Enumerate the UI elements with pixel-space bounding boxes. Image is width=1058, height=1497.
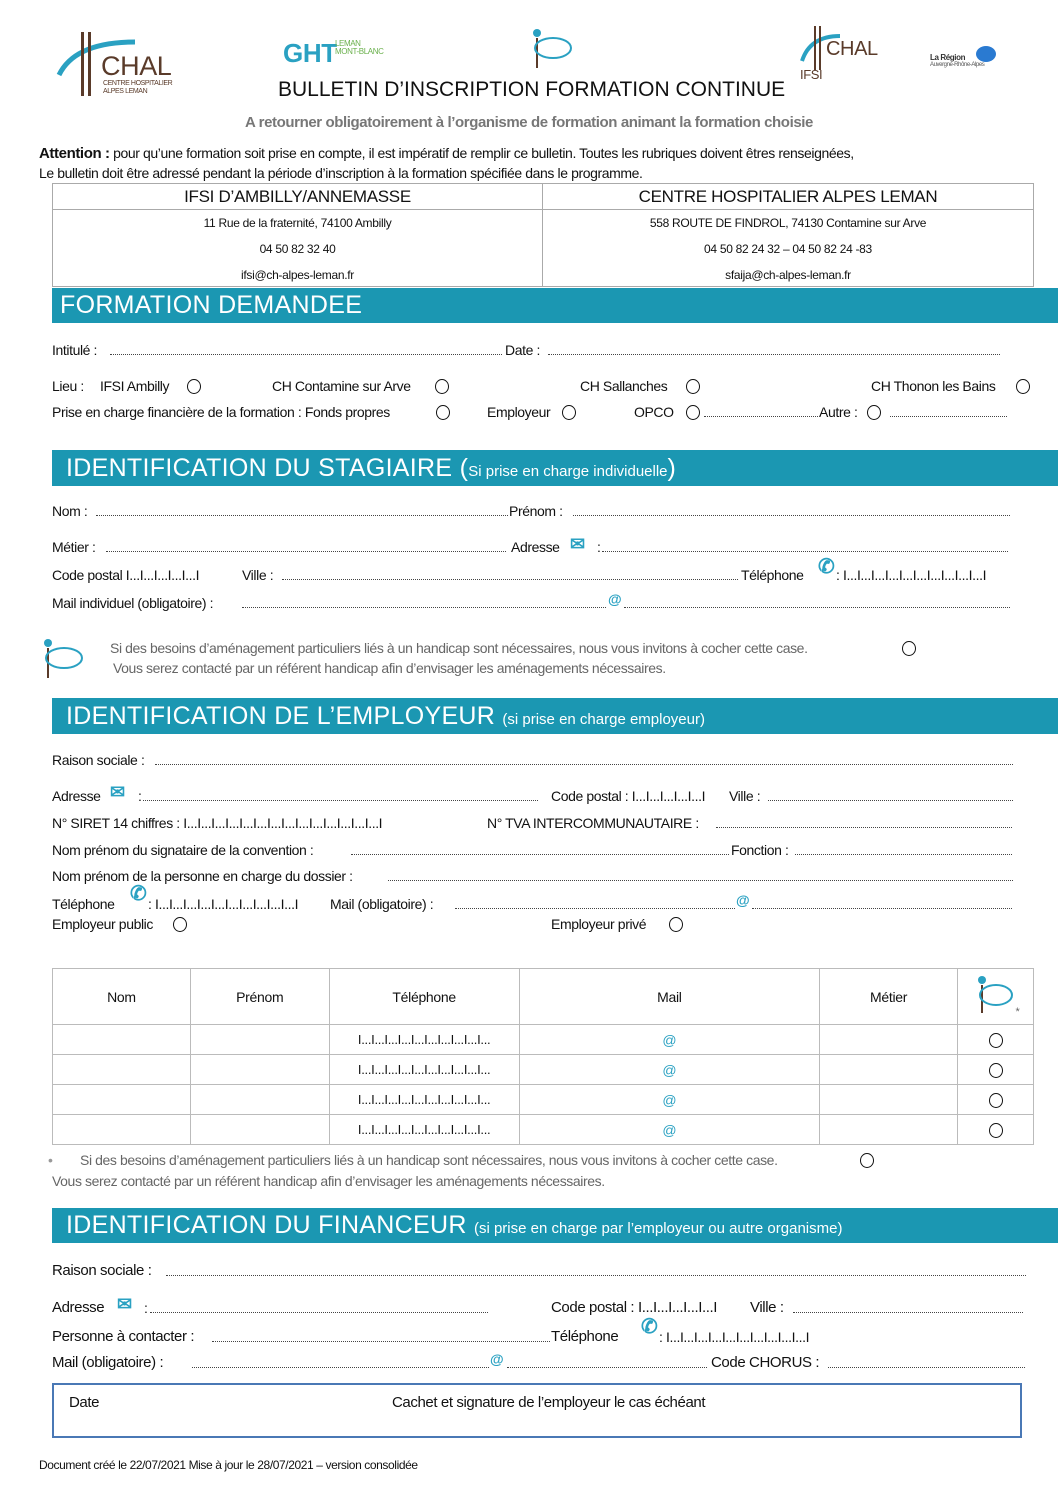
section-title: IDENTIFICATION DU STAGIAIRE ( (66, 454, 469, 482)
signataire-label: Nom prénom du signataire de la convention : (52, 842, 314, 858)
table-row (53, 1055, 1034, 1085)
chal-ifsi-logo (800, 26, 880, 86)
handicap-cell (958, 1115, 1034, 1145)
mail-domain-field[interactable] (624, 607, 1010, 608)
section-title: FORMATION DEMANDEE (60, 291, 363, 319)
subtitle: A retourner obligatoirement à l’organisme de formation animant la formation choisie (244, 114, 813, 131)
lieu-radio-ifsi-ambilly[interactable] (187, 379, 201, 394)
ght-logo-sub: LEMAN (335, 39, 361, 48)
intitule-label: Intitulé : (52, 342, 98, 358)
section-title: IDENTIFICATION DE L’EMPLOYEUR (66, 702, 496, 730)
phone-icon: ✆ (130, 883, 147, 905)
handicap-radio[interactable] (989, 1123, 1003, 1138)
section-financeur (52, 1208, 1058, 1243)
dossier-field[interactable] (388, 880, 1013, 881)
adresse-label: Adresse (52, 1299, 105, 1316)
chal-logo (55, 30, 180, 98)
telephone-label: Téléphone (741, 567, 804, 583)
signature-cachet-label: Cachet et signature de l’employeur le cas échéant (392, 1394, 706, 1411)
region-logo (930, 46, 1002, 70)
contact-phone: 04 50 82 24 32 – 04 50 82 24 -83 (704, 242, 872, 256)
chorus-label: Code CHORUS : (711, 1354, 820, 1371)
contacts-table (52, 183, 1034, 287)
handicap-logo-small (38, 638, 86, 685)
adresse-label: Adresse (52, 788, 101, 804)
lieu-option-label: CH Sallanches (580, 378, 668, 394)
attention-line (39, 144, 854, 163)
contact-address: 11 Rue de la fraternité, 74100 Ambilly (203, 216, 392, 230)
opco-field[interactable] (704, 416, 818, 417)
ville-field[interactable] (282, 579, 738, 580)
bullet-icon: • (48, 1152, 53, 1168)
prise-label: Prise en charge financière de la formation : Fonds propres (52, 404, 390, 420)
telephone-cell[interactable]: I...I...I...I...I...I...I...I...I...I... (329, 1115, 519, 1145)
telephone-label: Téléphone (52, 896, 115, 912)
mail-user-field[interactable] (192, 1367, 489, 1368)
employeur-radio[interactable] (562, 405, 576, 420)
mail-cell[interactable]: @ (519, 1025, 820, 1055)
chal-logo-text: CHAL (101, 51, 172, 81)
personne-field[interactable] (212, 1341, 550, 1342)
handicap-note-2: Vous serez contacté par un référent handicap afin d’envisager les aménagements nécessaires. (113, 660, 666, 676)
prenom-label: Prénom : (509, 503, 563, 519)
prenom-cell[interactable] (190, 1055, 329, 1085)
participants-table (52, 968, 1034, 1145)
raison-sociale-label: Raison sociale : (52, 752, 145, 768)
mail-label: Mail (obligatoire) : (330, 896, 434, 912)
section-stagiaire (52, 450, 1058, 486)
col-handicap (958, 969, 1034, 1025)
telephone-cell[interactable]: I...I...I...I...I...I...I...I...I...I... (329, 1055, 519, 1085)
section-note: (si prise en charge employeur) (502, 711, 705, 728)
chal-logo-sub: ALPES LEMAN (103, 88, 148, 95)
region-logo-sub: Auvergne-Rhône-Alpes (930, 62, 985, 68)
ville-label: Ville : (750, 1299, 784, 1316)
mail-domain-field[interactable] (507, 1367, 707, 1368)
contact-chal (543, 184, 1033, 286)
table-row (53, 1025, 1034, 1055)
attention-line-2: Le bulletin doit être adressé pendant la période d’inscription à la formation spécifiée dans le programme. (39, 165, 643, 181)
chal-ifsi-logo-text: CHAL (826, 38, 878, 60)
signature-box[interactable] (52, 1383, 1022, 1438)
handicap-person-icon (38, 638, 86, 680)
mail-label: Mail (obligatoire) : (52, 1354, 164, 1371)
footer-note: Document créé le 22/07/2021 Mise à jour le 28/07/2021 – version consolidée (39, 1458, 418, 1472)
tva-label: N° TVA INTERCOMMUNAUTAIRE : (487, 815, 699, 831)
telephone-field[interactable]: : I...I...I...I...I...I...I...I...I...I...I (836, 567, 987, 583)
lieu-option-label: IFSI Ambilly (100, 378, 170, 394)
envelope-icon: ✉ (110, 782, 125, 802)
ville-label: Ville : (242, 567, 274, 583)
handicap-person-icon (527, 28, 575, 70)
code-postal-field[interactable]: Code postal I...I...I...I...I...I (52, 567, 200, 583)
adresse-colon: : (597, 539, 601, 555)
prenom-field[interactable] (573, 515, 1010, 516)
contact-name: CENTRE HOSPITALIER ALPES LEMAN (543, 184, 1033, 210)
section-title: IDENTIFICATION DU FINANCEUR (66, 1211, 467, 1239)
attention-label: Attention : (39, 145, 110, 162)
fonction-field[interactable] (795, 854, 1012, 855)
mail-cell[interactable]: @ (519, 1115, 820, 1145)
telephone-label: Téléphone (551, 1328, 619, 1345)
lieu-option-label: CH Thonon les Bains (871, 378, 996, 394)
section-title-close: ) (667, 454, 677, 482)
telephone-cell[interactable]: I...I...I...I...I...I...I...I...I...I... (329, 1025, 519, 1055)
opco-radio[interactable] (686, 405, 700, 420)
metier-cell[interactable] (820, 1025, 958, 1055)
ville-field[interactable] (768, 800, 1013, 801)
autre-radio[interactable] (867, 405, 881, 420)
handicap-person-icon (972, 975, 1016, 1015)
contact-phone: 04 50 82 32 40 (259, 242, 336, 256)
table-handicap-note-2: Vous serez contacté par un référent handicap afin d’envisager les aménagements nécessaires. (52, 1173, 605, 1189)
opco-option-label: OPCO (634, 404, 674, 420)
handicap-radio[interactable] (989, 1063, 1003, 1078)
at-icon: @ (736, 892, 750, 908)
signataire-field[interactable] (351, 854, 729, 855)
nom-cell[interactable] (53, 1055, 191, 1085)
adresse-colon: : (144, 1300, 148, 1316)
attention-text: pour qu’une formation soit prise en compte, il est impératif de remplir ce bulletin. Toutes les rubriques doivent êtres renseignées, (109, 145, 854, 161)
handicap-radio[interactable] (902, 641, 916, 656)
employeur-public-radio[interactable] (173, 917, 187, 932)
handicap-cell (958, 1085, 1034, 1115)
contact-email[interactable]: sfaija@ch-alpes-leman.fr (725, 268, 851, 282)
ville-field[interactable] (793, 1312, 1023, 1313)
prenom-cell[interactable] (190, 1085, 329, 1115)
contact-ifsi (53, 184, 543, 286)
adresse-field[interactable] (602, 551, 1008, 552)
adresse-field[interactable] (143, 800, 538, 801)
lieu-radio-thonon[interactable] (1016, 379, 1030, 394)
mail-user-field[interactable] (455, 908, 735, 909)
nom-cell[interactable] (53, 1085, 191, 1115)
region-logo-text: La Région (930, 53, 966, 62)
col-metier: Métier (820, 969, 958, 1025)
metier-cell[interactable] (820, 1055, 958, 1085)
handicap-logo (527, 28, 575, 75)
contact-address: 558 ROUTE DE FINDROL, 74130 Contamine sur Arve (649, 216, 927, 230)
handicap-note: Si des besoins d’aménagement particuliers liés à un handicap sont nécessaires, nous vous invitons à cocher cette case. (110, 640, 808, 656)
metier-field[interactable] (106, 551, 506, 552)
fonction-label: Fonction : (731, 842, 789, 858)
section-employeur (52, 698, 1058, 734)
nom-cell[interactable] (53, 1115, 191, 1145)
employeur-public-label: Employeur public (52, 916, 153, 932)
section-formation (52, 288, 1058, 323)
envelope-icon: ✉ (570, 534, 585, 554)
ght-logo (283, 36, 393, 70)
col-nom: Nom (53, 969, 191, 1025)
section-note: (si prise en charge par l’employeur ou autre organisme) (473, 1220, 843, 1237)
adresse-colon: : (138, 788, 142, 804)
table-handicap-radio[interactable] (860, 1153, 874, 1168)
date-label: Date : (505, 342, 540, 358)
telephone-cell[interactable]: I...I...I...I...I...I...I...I...I...I... (329, 1085, 519, 1115)
table-row (53, 1115, 1034, 1145)
handicap-cell (958, 1055, 1034, 1085)
ifsi-logo-text: IFSI (800, 67, 823, 82)
mail-domain-field[interactable] (752, 908, 1012, 909)
page-title: BULLETIN D’INSCRIPTION FORMATION CONTINUE (278, 78, 786, 101)
section-note: Si prise en charge individuelle (468, 463, 668, 480)
mail-label: Mail individuel (obligatoire) : (52, 595, 214, 611)
telephone-field[interactable]: : I...I...I...I...I...I...I...I...I...I...I (659, 1329, 810, 1345)
table-row (53, 1085, 1034, 1115)
siret-field[interactable]: N° SIRET 14 chiffres : I...I...I...I...I...I...I...I...I...I...I...I...I...I...I (52, 815, 383, 831)
adresse-field[interactable] (150, 1312, 488, 1313)
ville-label: Ville : (729, 788, 761, 804)
raison-sociale-field[interactable] (166, 1275, 1026, 1276)
date-field[interactable] (548, 354, 1000, 355)
contact-name: IFSI D’AMBILLY/ANNEMASSE (53, 184, 542, 210)
region-logo-icon (976, 46, 996, 62)
lieu-radio-contamine[interactable] (435, 379, 449, 394)
table-header-row (53, 969, 1034, 1025)
raison-sociale-label: Raison sociale : (52, 1262, 152, 1279)
ght-logo-sub: MONT-BLANC (335, 47, 384, 56)
mail-cell[interactable]: @ (519, 1055, 820, 1085)
code-postal-field[interactable]: Code postal : I...I...I...I...I...I (551, 788, 706, 804)
prenom-cell[interactable] (190, 1025, 329, 1055)
prenom-cell[interactable] (190, 1115, 329, 1145)
chal-logo-sub: CENTRE HOSPITALIER (103, 80, 173, 87)
nom-label: Nom : (52, 503, 88, 519)
nom-field[interactable] (96, 515, 508, 516)
code-postal-field[interactable]: Code postal : I...I...I...I...I...I (551, 1299, 718, 1316)
metier-cell[interactable] (820, 1085, 958, 1115)
tva-field[interactable] (716, 827, 1012, 828)
adresse-label: Adresse (511, 539, 560, 555)
lieu-radio-sallanches[interactable] (686, 379, 700, 394)
col-telephone: Téléphone (329, 969, 519, 1025)
intitule-field[interactable] (110, 354, 502, 355)
dossier-label: Nom prénom de la personne en charge du dossier : (52, 868, 353, 884)
contact-email[interactable]: ifsi@ch-alpes-leman.fr (241, 268, 354, 282)
at-icon: @ (490, 1351, 504, 1367)
lieu-label: Lieu : (52, 378, 84, 394)
nom-cell[interactable] (53, 1025, 191, 1055)
chorus-field[interactable] (828, 1367, 1025, 1368)
envelope-icon: ✉ (117, 1294, 132, 1314)
table-handicap-note: Si des besoins d’aménagement particuliers liés à un handicap sont nécessaires, nous vous invitons à cocher cette case. (80, 1152, 778, 1168)
metier-cell[interactable] (820, 1115, 958, 1145)
at-icon: @ (608, 591, 622, 607)
lieu-option-label: CH Contamine sur Arve (272, 378, 411, 394)
asterisk: * (1015, 1006, 1020, 1018)
autre-option-label: Autre : (819, 404, 858, 420)
handicap-radio[interactable] (989, 1093, 1003, 1108)
employeur-prive-label: Employeur privé (551, 916, 647, 932)
col-mail: Mail (519, 969, 820, 1025)
phone-icon: ✆ (641, 1316, 658, 1338)
phone-icon: ✆ (818, 556, 835, 578)
employeur-option-label: Employeur (487, 404, 551, 420)
employeur-prive-radio[interactable] (669, 917, 683, 932)
handicap-radio[interactable] (989, 1033, 1003, 1048)
signature-date-label: Date (69, 1394, 100, 1411)
mail-user-field[interactable] (242, 607, 606, 608)
ght-logo-text: GHT (283, 38, 337, 68)
metier-label: Métier : (52, 539, 96, 555)
mail-cell[interactable]: @ (519, 1085, 820, 1115)
col-prenom: Prénom (190, 969, 329, 1025)
fonds-propres-radio[interactable] (436, 405, 450, 420)
handicap-cell (958, 1025, 1034, 1055)
telephone-field[interactable]: : I...I...I...I...I...I...I...I...I...I...I (148, 896, 299, 912)
personne-label: Personne à contacter : (52, 1328, 195, 1345)
raison-sociale-field[interactable] (155, 764, 1013, 765)
autre-field[interactable] (890, 416, 1007, 417)
